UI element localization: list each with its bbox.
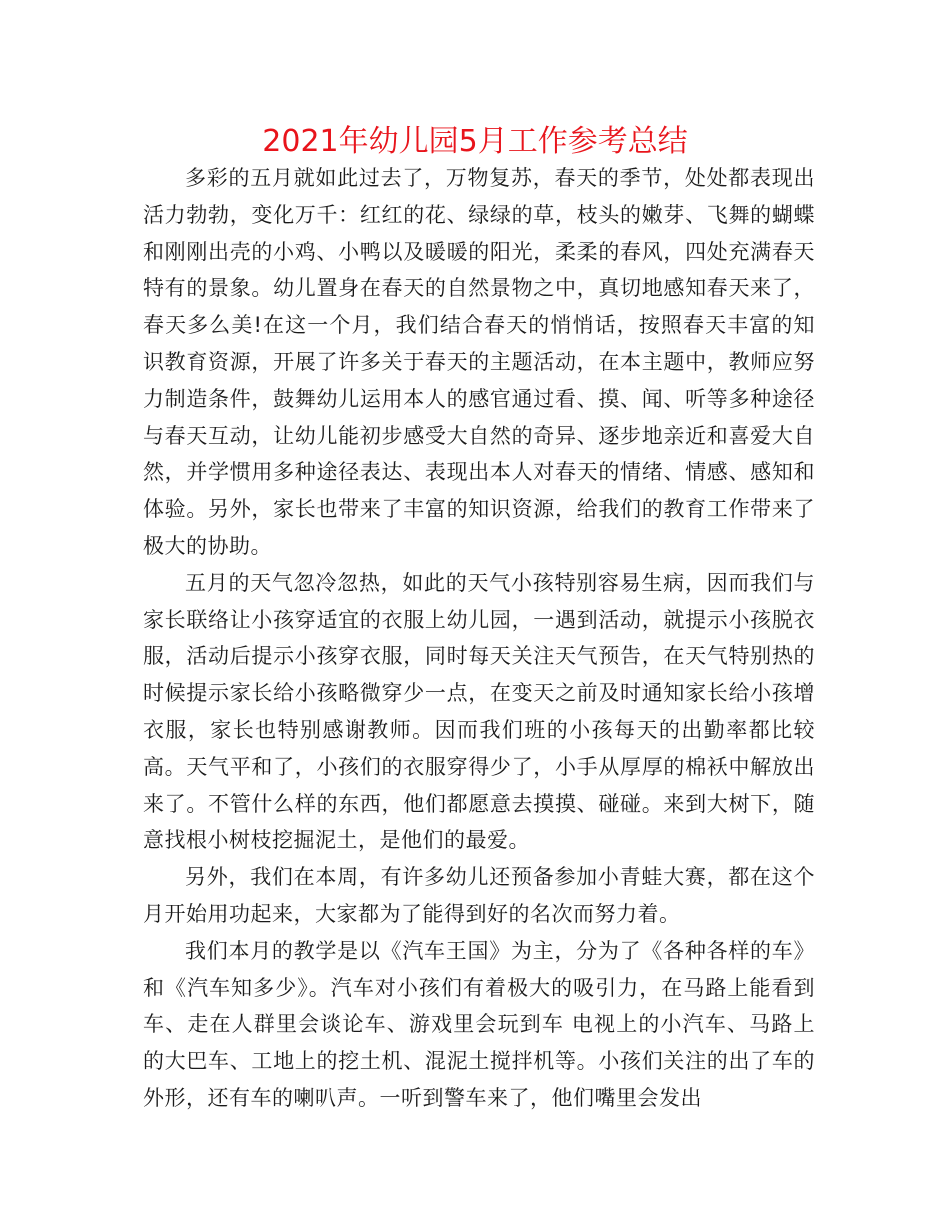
- document-body: [143, 160, 815, 1117]
- page-title: 2021年幼儿园5月工作参考总结: [262, 124, 688, 159]
- paragraph-3: 另外，我们在本周，有许多幼儿还预备参加小青蛙大赛，都在这个月开始用功起来，大家都为了能得到好的名次而努力着。: [143, 865, 815, 926]
- paragraph-4: 我们本月的教学是以《汽车王国》为主，分为了《各种各样的车》和《汽车知多少》。汽车对小孩们有着极大的吸引力，在马路上能看到车、走在人群里会谈论车、游戏里会玩到车 电视上的小汽车、马路上的大巴车、工地上的挖土机、混泥土搅拌机等。小孩们关注的出了车的外形，还有车的喇叭声。一听到警车来了，他们嘴里会发出: [143, 938, 815, 1110]
- paragraph-2: 五月的天气忽冷忽热，如此的天气小孩特别容易生病，因而我们与家长联络让小孩穿适宜的衣服上幼儿园，一遇到活动，就提示小孩脱衣服，活动后提示小孩穿衣服，同时每天关注天气预告，在天气特别热的时候提示家长给小孩略微穿少一点，在变天之前及时通知家长给小孩增衣服，家长也特别感谢教师。因而我们班的小孩每天的出勤率都比较高。天气平和了，小孩们的衣服穿得少了，小手从厚厚的棉袄中解放出来了。不管什么样的东西，他们都愿意去摸摸、碰碰。来到大树下，随意找根小树枝挖掘泥土，是他们的最爱。: [143, 570, 815, 853]
- paragraph-1: 多彩的五月就如此过去了，万物复苏，春天的季节，处处都表现出活力勃勃，变化万千：红红的花、绿绿的草，枝头的嫩芽、飞舞的蝴蝶和刚刚出壳的小鸡、小鸭以及暖暖的阳光，柔柔的春风，四处充满春天特有的景象。幼儿置身在春天的自然景物之中，真切地感知春天来了，春天多么美!在这一个月，我们结合春天的悄悄话，按照春天丰富的知识教育资源，开展了许多关于春天的主题活动，在本主题中，教师应努力制造条件，鼓舞幼儿运用本人的感官通过看、摸、闻、听等多种途径与春天互动，让幼儿能初步感受大自然的奇异、逐步地亲近和喜爱大自然，并学惯用多种途径表达、表现出本人对春天的情绪、情感、感知和体验。另外，家长也带来了丰富的知识资源，给我们的教育工作带来了极大的协助。: [143, 166, 815, 558]
